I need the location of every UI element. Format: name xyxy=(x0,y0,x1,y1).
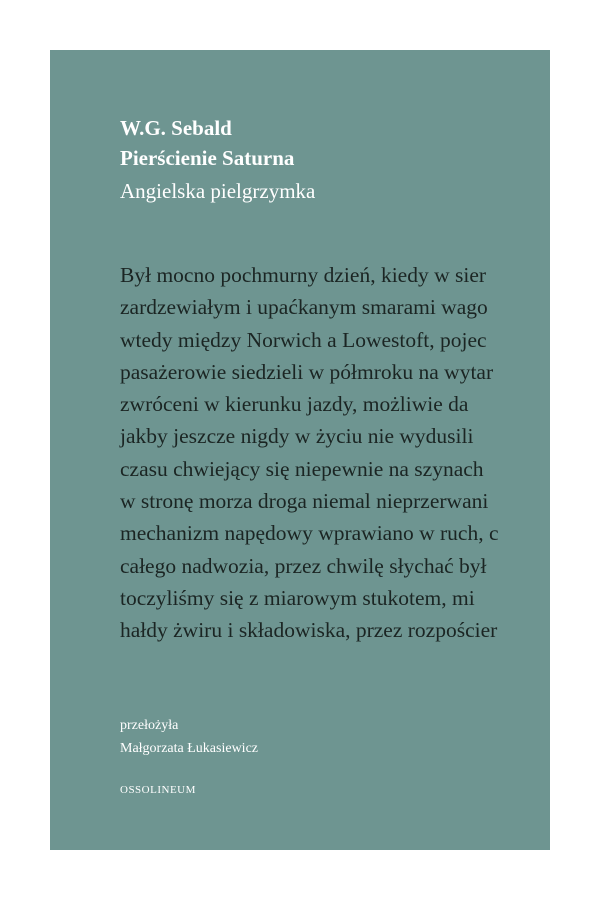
excerpt-line: Był mocno pochmurny dzień, kiedy w sier xyxy=(120,263,487,287)
excerpt-line: zardzewiałym i upaćkanym smarami wago xyxy=(120,295,488,320)
excerpt-line: jakby jeszcze nigdy w życiu nie wydusili xyxy=(120,424,474,449)
excerpt-text xyxy=(120,259,550,647)
excerpt-line: całego nadwozia, przez chwilę słychać był xyxy=(120,553,487,578)
publisher-name: OSSOLINEUM xyxy=(120,784,196,796)
book-title: Pierścienie Saturna xyxy=(120,146,295,170)
excerpt-line: hałdy żwiru i składowiska, przez rozpościer xyxy=(120,618,498,643)
excerpt-line: mechanizm napędowy wprawiano w ruch, c xyxy=(120,521,499,546)
author-name: W.G. Sebald xyxy=(120,116,232,140)
book-subtitle: Angielska pielgrzymka xyxy=(120,179,316,203)
excerpt-line: pasażerowie siedzieli w półmroku na wytar xyxy=(120,359,494,384)
book-cover xyxy=(50,50,550,850)
translator-label: przełożyła xyxy=(120,718,179,733)
excerpt-line: zwróceni w kierunku jazdy, możliwie da xyxy=(120,392,469,417)
excerpt-line: czasu chwiejący się niepewnie na szynach xyxy=(120,456,484,481)
excerpt-line: toczyliśmy się z miarowym stukotem, mi xyxy=(120,585,475,610)
excerpt-line: w stronę morza droga niemal nieprzerwani xyxy=(120,489,489,514)
translator-name: Małgorzata Łukasiewicz xyxy=(120,741,258,756)
excerpt-line: wtedy między Norwich a Lowestoft, pojec xyxy=(120,327,487,352)
